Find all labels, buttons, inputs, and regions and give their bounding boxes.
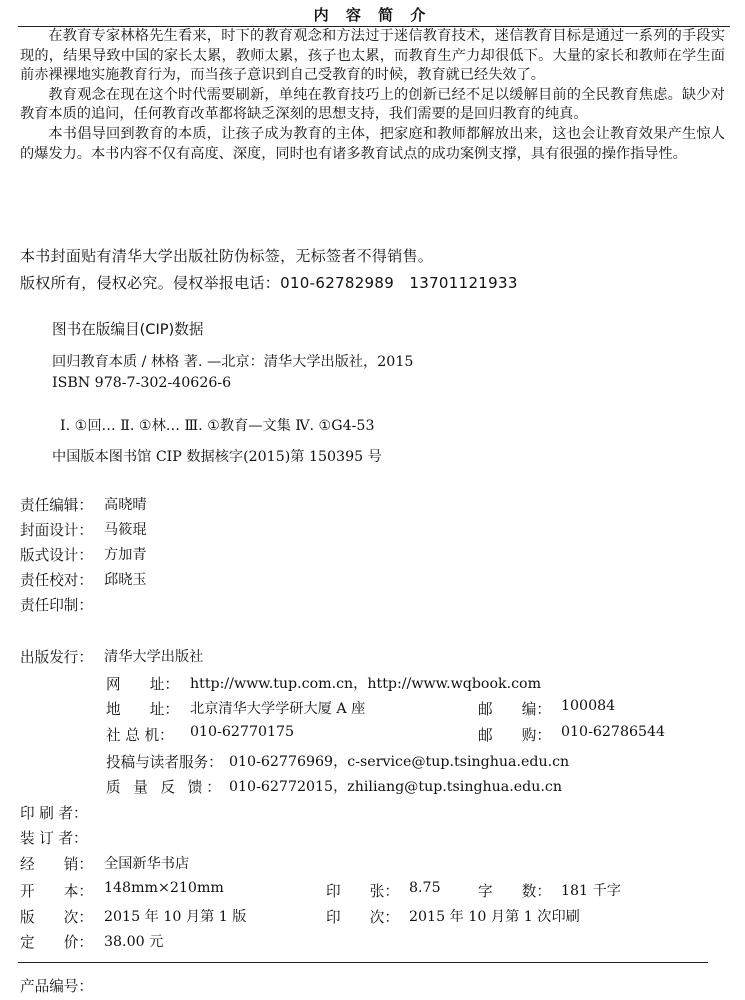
edition-label: 版 次： bbox=[20, 909, 93, 926]
price-value: 38.00 元 bbox=[104, 934, 164, 950]
mailorder-label: 邮 购： bbox=[478, 727, 551, 744]
footer-rule bbox=[18, 962, 708, 963]
cip-library-record: 中国版本图书馆 CIP 数据核字(2015)第 150395 号 bbox=[52, 449, 382, 465]
address-value: 北京清华大学学研大厦 A 座 bbox=[190, 701, 366, 717]
word-count-value: 181 千字 bbox=[561, 883, 621, 899]
printer-label: 印 刷 者： bbox=[20, 805, 88, 822]
page-title: 内 容 简 介 bbox=[313, 6, 432, 24]
word-count-label: 字 数： bbox=[478, 883, 551, 900]
format-label: 开 本： bbox=[20, 883, 93, 900]
website-value: http://www.tup.com.cn，http://www.wqbook.com bbox=[190, 676, 542, 692]
proofreader-value: 邱晓玉 bbox=[104, 572, 147, 588]
switchboard-label: 社 总 机： bbox=[106, 727, 174, 744]
postcode-label: 邮 编： bbox=[478, 701, 551, 718]
edition-value: 2015 年 10 月第 1 版 bbox=[104, 909, 247, 925]
layout-designer-label: 版式设计： bbox=[20, 547, 93, 564]
distributor-value: 全国新华书店 bbox=[104, 856, 190, 872]
editor-label: 责任编辑： bbox=[20, 497, 93, 514]
sheets-label: 印 张： bbox=[326, 883, 399, 900]
reader-service-value: 010-62776969，c-service@tup.tsinghua.edu.cn bbox=[229, 754, 570, 770]
copyright-notice: 版权所有，侵权必究。侵权举报电话：010-62782989 13701121933 bbox=[20, 274, 518, 292]
print-supervisor-label: 责任印制： bbox=[20, 597, 93, 614]
website-label: 网 址： bbox=[106, 676, 179, 693]
publisher-name: 清华大学出版社 bbox=[104, 649, 204, 665]
anti-counterfeit-notice: 本书封面贴有清华大学出版社防伪标签，无标签者不得销售。 bbox=[20, 247, 434, 265]
printing-value: 2015 年 10 月第 1 次印刷 bbox=[409, 909, 580, 925]
postcode-value: 100084 bbox=[561, 698, 616, 714]
summary-paragraph: 在教育专家林格先生看来，时下的教育观念和方法过于迷信教育技术，迷信教育目标是通过一系列的手段实现的，结果导致中国的家长太累，教师太累，孩子也太累，而教育生产力却很低下。大量的家长和教师在学生面前赤裸裸地实施教育行为，而当孩子意识到自己受教育的时候，教育就已经失效了。 bbox=[20, 28, 725, 84]
price-label: 定 价： bbox=[20, 934, 93, 951]
cover-designer-label: 封面设计： bbox=[20, 522, 93, 539]
cover-designer-value: 马筱琨 bbox=[104, 522, 147, 538]
sheets-value: 8.75 bbox=[409, 880, 441, 896]
quality-feedback-value: 010-62772015，zhiliang@tup.tsinghua.edu.cn bbox=[229, 779, 562, 795]
address-label: 地 址： bbox=[106, 701, 179, 718]
proofreader-label: 责任校对： bbox=[20, 572, 93, 589]
switchboard-value: 010-62770175 bbox=[190, 724, 295, 740]
cip-heading: 图书在版编目(CIP)数据 bbox=[52, 321, 204, 338]
cip-record: 回归教育本质 / 林格 著. —北京：清华大学出版社，2015 bbox=[52, 354, 414, 370]
binder-label: 装 订 者： bbox=[20, 830, 88, 847]
reader-service-label: 投稿与读者服务： bbox=[106, 754, 223, 771]
mailorder-value: 010-62786544 bbox=[561, 724, 666, 740]
publisher-label: 出版发行： bbox=[20, 649, 93, 666]
summary-paragraph: 本书倡导回到教育的本质，让孩子成为教育的主体，把家庭和教师都解放出来，这也会让教育效果产生惊人的爆发力。本书内容不仅有高度、深度，同时也有诸多教育试点的成功案例支撑，具有很强的操作指导性。 bbox=[20, 125, 725, 162]
product-code-label: 产品编号： bbox=[20, 978, 93, 995]
distributor-label: 经 销： bbox=[20, 856, 93, 873]
cip-isbn: ISBN 978-7-302-40626-6 bbox=[52, 375, 232, 391]
summary-paragraph: 教育观念在现在这个时代需要刷新，单纯在教育技巧上的创新已经不足以缓解目前的全民教育焦虑。缺少对教育本质的追问，任何教育改革都将缺乏深刻的思想支持，我们需要的是回归教育的纯真。 bbox=[20, 86, 725, 123]
editor-value: 高晓晴 bbox=[104, 497, 147, 513]
summary bbox=[20, 27, 725, 164]
layout-designer-value: 方加青 bbox=[104, 547, 147, 563]
quality-feedback-label: 质 量 反 馈： bbox=[106, 779, 225, 796]
format-value: 148mm×210mm bbox=[104, 880, 224, 896]
cip-classification: Ⅰ. ①回… Ⅱ. ①林… Ⅲ. ①教育—文集 Ⅳ. ①G4-53 bbox=[60, 418, 375, 434]
printing-label: 印 次： bbox=[326, 909, 399, 926]
